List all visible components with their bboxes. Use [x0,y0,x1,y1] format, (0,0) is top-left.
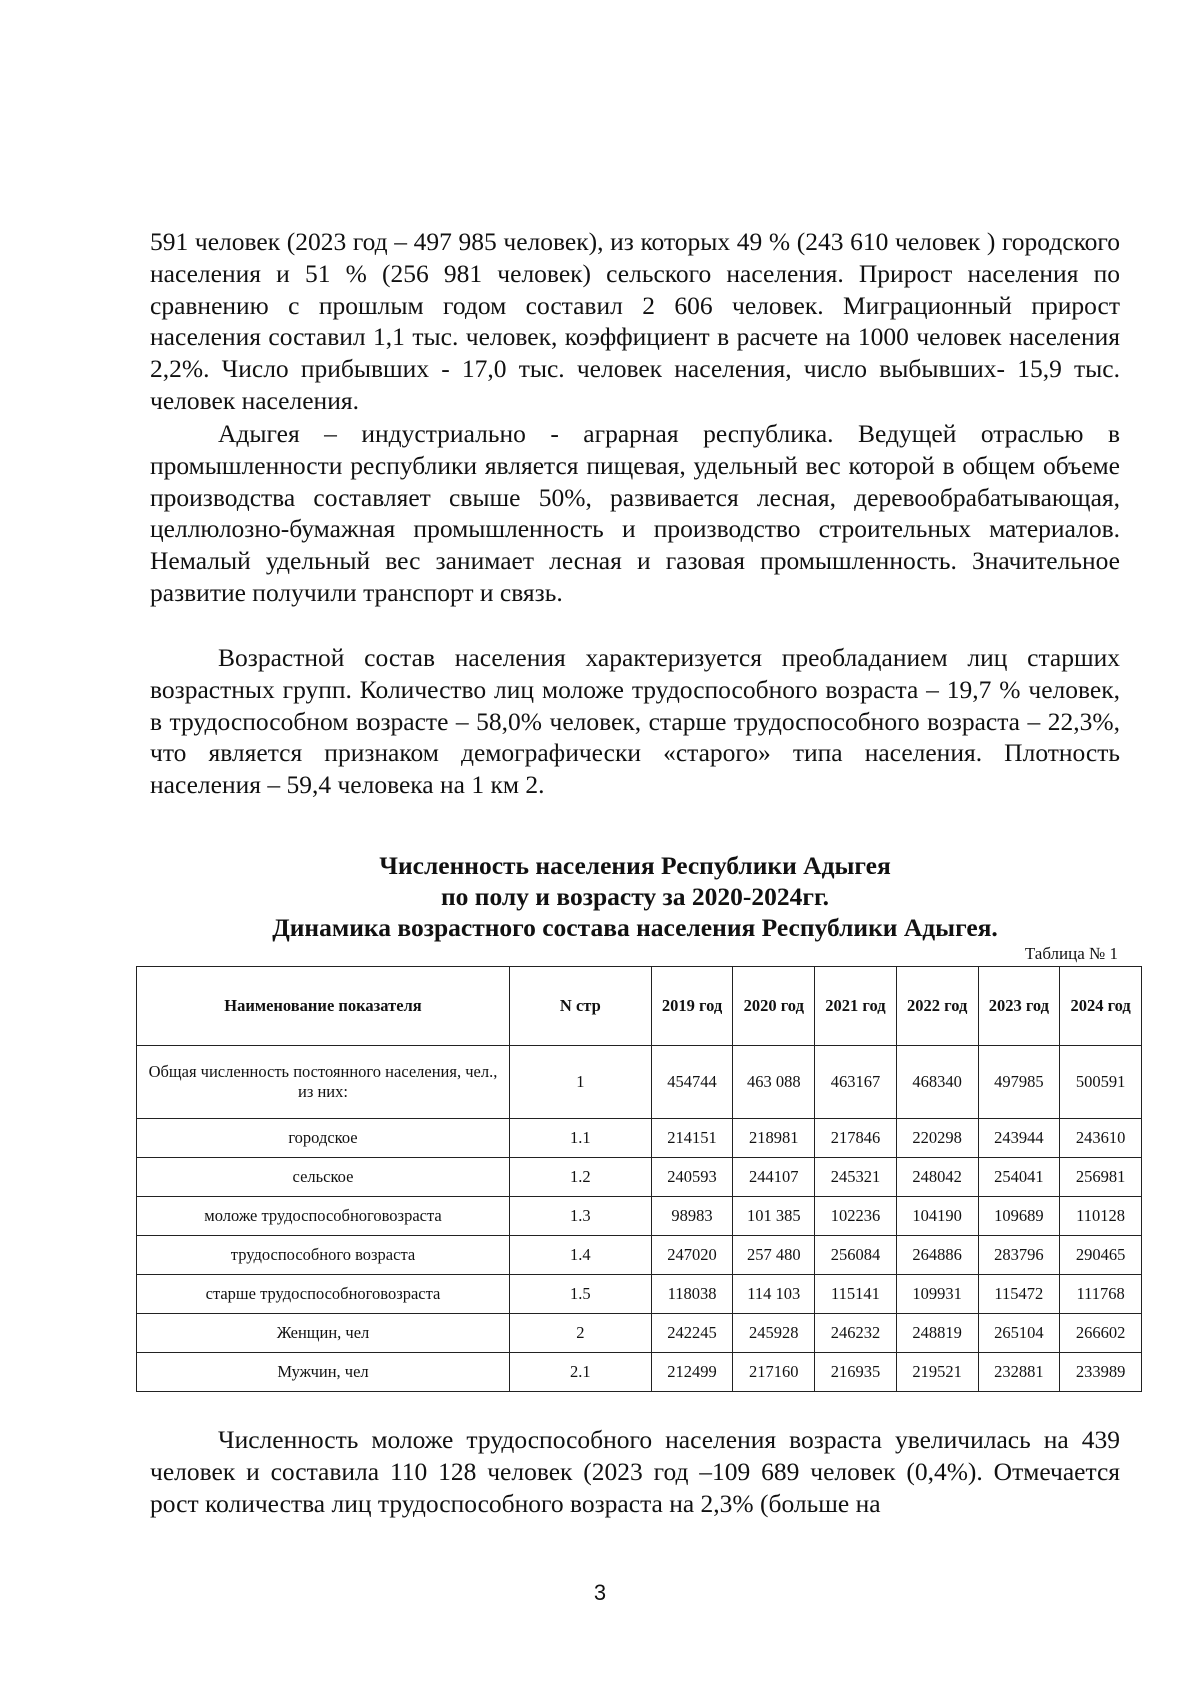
cell-value: 500591 [1060,1046,1142,1119]
cell-value: 265104 [978,1314,1060,1353]
header-year-2022: 2022 год [896,967,978,1046]
cell-value: 243944 [978,1119,1060,1158]
cell-indicator-name: Мужчин, чел [137,1353,510,1392]
cell-value: 244107 [733,1158,815,1197]
cell-value: 254041 [978,1158,1060,1197]
cell-value: 104190 [896,1197,978,1236]
population-table [136,966,1142,1392]
table-title [150,850,1120,943]
cell-value: 118038 [651,1275,733,1314]
cell-indicator-name: городское [137,1119,510,1158]
cell-indicator-name: старше трудоспособноговозраста [137,1275,510,1314]
cell-value: 214151 [651,1119,733,1158]
cell-value: 243610 [1060,1119,1142,1158]
cell-value: 245928 [733,1314,815,1353]
cell-row-number: 1.1 [509,1119,651,1158]
cell-value: 468340 [896,1046,978,1119]
cell-value: 109931 [896,1275,978,1314]
cell-value: 242245 [651,1314,733,1353]
cell-value: 98983 [651,1197,733,1236]
cell-row-number: 1.4 [509,1236,651,1275]
cell-value: 217160 [733,1353,815,1392]
cell-indicator-name: Общая численность постоянного населения, чел., из них: [137,1046,510,1119]
cell-value: 115141 [815,1275,897,1314]
header-indicator-name: Наименование показателя [137,967,510,1046]
cell-value: 257 480 [733,1236,815,1275]
cell-row-number: 1.3 [509,1197,651,1236]
table-header-row [137,967,1142,1046]
header-year-2019: 2019 год [651,967,733,1046]
header-year-2021: 2021 год [815,967,897,1046]
cell-row-number: 2 [509,1314,651,1353]
cell-indicator-name: сельское [137,1158,510,1197]
table-row [137,1314,1142,1353]
cell-value: 219521 [896,1353,978,1392]
table-number-label: Таблица № 1 [1024,944,1118,963]
table-row [137,1236,1142,1275]
cell-value: 454744 [651,1046,733,1119]
cell-row-number: 2.1 [509,1353,651,1392]
cell-value: 283796 [978,1236,1060,1275]
cell-value: 101 385 [733,1197,815,1236]
page-number: 3 [593,1580,607,1605]
cell-row-number: 1.2 [509,1158,651,1197]
cell-value: 247020 [651,1236,733,1275]
header-year-2024: 2024 год [1060,967,1142,1046]
cell-value: 248042 [896,1158,978,1197]
cell-value: 497985 [978,1046,1060,1119]
cell-value: 240593 [651,1158,733,1197]
table-title-line-1: Численность населения Республики Адыгея [379,851,891,880]
cell-value: 216935 [815,1353,897,1392]
table-row [137,1119,1142,1158]
cell-value: 111768 [1060,1275,1142,1314]
paragraph-industry: Адыгея – индустриально - аграрная республика. Ведущей отраслью в промышленности республики является пищевая, удельный вес которой в общем объеме производства составляет свыше 50%, развивается лесная, деревообрабатывающая, целлюлозно-бумажная промышленность и производство строительных материалов. Немалый удельный вес занимает лесная и газовая промышленность. Значительное развитие получили транспорт и связь. [150,419,1120,607]
header-year-2023: 2023 год [978,967,1060,1046]
header-year-2020: 2020 год [733,967,815,1046]
table-row [137,1275,1142,1314]
table-title-line-2: по полу и возрасту за 2020-2024гг. [440,882,830,911]
paragraph-young-population: Численность моложе трудоспособного населения возраста увеличилась на 439 человек и составила 110 128 человек (2023 год –109 689 человек (0,4%). Отмечается рост количества лиц трудоспособного возраста на 2,3% (больше на [150,1425,1120,1518]
cell-value: 218981 [733,1119,815,1158]
cell-value: 246232 [815,1314,897,1353]
cell-value: 245321 [815,1158,897,1197]
cell-value: 217846 [815,1119,897,1158]
cell-indicator-name: Женщин, чел [137,1314,510,1353]
table-row [137,1046,1142,1119]
cell-value: 248819 [896,1314,978,1353]
cell-value: 463 088 [733,1046,815,1119]
cell-row-number: 1 [509,1046,651,1119]
cell-value: 266602 [1060,1314,1142,1353]
cell-value: 232881 [978,1353,1060,1392]
paragraph-age-structure: Возрастной состав населения характеризуется преобладанием лиц старших возрастных групп. Количество лиц моложе трудоспособного возраста – 19,7 % человек, в трудоспособном возрасте – 58,0% человек, старше трудоспособного возраста – 22,3%, что является признаком демографически «старого» типа населения. Плотность населения – 59,4 человека на 1 км 2. [150,643,1120,800]
table-row [137,1158,1142,1197]
table-title-line-3: Динамика возрастного состава населения Республики Адыгея. [272,913,998,942]
cell-row-number: 1.5 [509,1275,651,1314]
table-row [137,1197,1142,1236]
paragraph-population-summary: 591 человек (2023 год – 497 985 человек), из которых 49 % (243 610 человек ) городского населения и 51 % (256 981 человек) сельского населения. Прирост населения по сравнению с прошлым годом составил 2 606 человек. Миграционный прирост населения составил 1,1 тыс. человек, коэффициент в расчете на 1000 человек населения 2,2%. Число прибывших - 17,0 тыс. человек населения, число выбывших- 15,9 тыс. человек населения. [150,227,1120,415]
cell-value: 110128 [1060,1197,1142,1236]
cell-value: 102236 [815,1197,897,1236]
cell-value: 220298 [896,1119,978,1158]
cell-value: 212499 [651,1353,733,1392]
cell-value: 109689 [978,1197,1060,1236]
cell-value: 264886 [896,1236,978,1275]
cell-value: 256981 [1060,1158,1142,1197]
header-row-number: N стр [509,967,651,1046]
cell-indicator-name: трудоспособного возраста [137,1236,510,1275]
cell-value: 233989 [1060,1353,1142,1392]
cell-value: 463167 [815,1046,897,1119]
cell-indicator-name: моложе трудоспособноговозраста [137,1197,510,1236]
cell-value: 256084 [815,1236,897,1275]
cell-value: 115472 [978,1275,1060,1314]
table-row [137,1353,1142,1392]
cell-value: 114 103 [733,1275,815,1314]
cell-value: 290465 [1060,1236,1142,1275]
